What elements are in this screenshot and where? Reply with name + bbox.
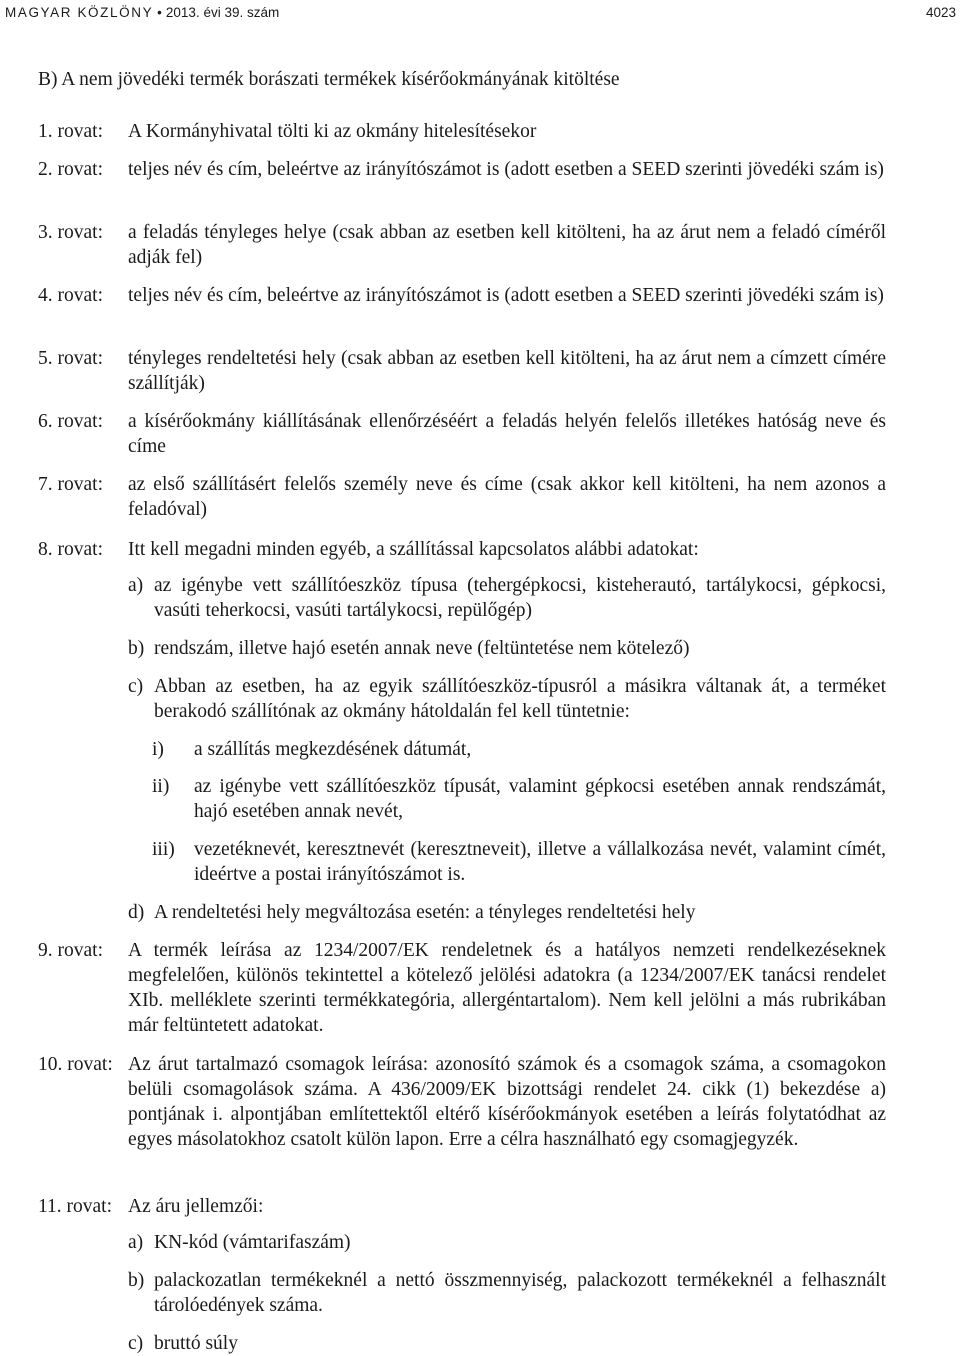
- item-label: iii): [152, 839, 175, 860]
- section-title: B) A nem jövedéki termék borászati termékek kísérőokmányának kitöltése: [38, 69, 620, 90]
- rovat-row: [38, 537, 886, 562]
- rovat-text: teljes név és cím, beleértve az irányítószámot is (adott esetben a SEED szerinti jövedéki szám is): [128, 159, 884, 180]
- rovat-label: 6. rovat:: [38, 411, 103, 432]
- rovat-label: 3. rovat:: [38, 222, 103, 243]
- item-text: vezetéknevét, keresztnevét (keresztneveit), illetve a vállalkozása nevét, valamint címét, ideértve a postai irányítószámot is.: [194, 839, 886, 885]
- publication-info: [5, 0, 279, 25]
- item-label: b): [128, 1270, 145, 1291]
- list-item: [128, 1331, 886, 1356]
- page-header: [0, 0, 960, 26]
- item-text: rendszám, illetve hajó esetén annak neve (feltüntetése nem kötelező): [154, 638, 690, 659]
- rovat-label: 1. rovat:: [38, 121, 103, 142]
- rovat-text: Az áru jellemzői:: [128, 1196, 264, 1217]
- rovat-text: A Kormányhivatal tölti ki az okmány hitelesítésekor: [128, 121, 537, 142]
- list-item: [128, 573, 886, 623]
- rovat-text: Az árut tartalmazó csomagok leírása: azonosító számok és a csomagok száma, a csomagokon belüli csomagolások száma. A 436/2009/EK bizottsági rendelet 24. cikk (1) bekezdése a) pontjának i. alpontjában említettektől eltérő kísérőokmányok esetében a leírás folytatódhat az egyes másolatokhoz csatolt külön lapon. Erre a célra használható egy csomagjegyzék.: [128, 1054, 886, 1150]
- item-text: az igénybe vett szállítóeszköz típusát, valamint gépkocsi esetében annak rendszámát, hajó esetében annak nevét,: [194, 776, 886, 822]
- list-item: [152, 774, 886, 824]
- rovat-label: 8. rovat:: [38, 539, 103, 560]
- list-item: [128, 1230, 886, 1255]
- bullet-separator: •: [157, 5, 162, 20]
- item-text: palackozatlan termékeknél a nettó összmennyiség, palackozott termékeknél a felhasznált tárolóedények száma.: [154, 1270, 886, 1316]
- item-label: i): [152, 739, 164, 760]
- rovat-text: az első szállításért felelős személy neve és címe (csak akkor kell kitölteni, ha nem azonos a feladóval): [128, 474, 886, 520]
- rovat-row: [38, 119, 886, 144]
- rovat-row: [38, 220, 886, 270]
- rovat-row: [38, 283, 886, 308]
- issue-number: 2013. évi 39. szám: [165, 5, 280, 20]
- publication-name: MAGYAR KÖZLÖNY: [5, 5, 154, 20]
- item-text: A rendeltetési hely megváltozása esetén: a tényleges rendeltetési hely: [154, 902, 696, 923]
- rovat-text: Itt kell megadni minden egyéb, a szállítással kapcsolatos alábbi adatokat:: [128, 539, 699, 560]
- rovat-label: 9. rovat:: [38, 940, 103, 961]
- rovat-label: 10. rovat:: [38, 1054, 113, 1075]
- rovat-row: [38, 1194, 886, 1219]
- rovat-label: 4. rovat:: [38, 285, 103, 306]
- list-item: [152, 837, 886, 887]
- rovat-label: 7. rovat:: [38, 474, 103, 495]
- item-label: a): [128, 575, 144, 596]
- item-label: b): [128, 638, 145, 659]
- item-label: c): [128, 676, 144, 697]
- list-item: [128, 636, 886, 661]
- rovat-text: A termék leírása az 1234/2007/EK rendeletnek és a hatályos nemzeti rendelkezéseknek megfelelően, különös tekintettel a kötelező jelölési adatokra (a 1234/2007/EK tanácsi rendelet XIb. melléklete szerinti termékkategória, allergéntartalom). Nem kell jelölni a más rubrikában már feltüntetett adatokat.: [128, 940, 886, 1036]
- rovat-row: [38, 1052, 886, 1152]
- item-text: a szállítás megkezdésének dátumát,: [194, 739, 472, 760]
- list-item: [128, 900, 886, 925]
- item-label: d): [128, 902, 145, 923]
- rovat-row: [38, 409, 886, 459]
- item-text: Abban az esetben, ha az egyik szállítóeszköz-típusról a másikra váltanak át, a terméket berakodó szállítónak az okmány hátoldalán fel kell tüntetnie:: [154, 676, 886, 722]
- item-label: a): [128, 1232, 144, 1253]
- item-label: c): [128, 1333, 144, 1354]
- page-number: 4023: [925, 5, 956, 20]
- rovat-label: 11. rovat:: [38, 1196, 113, 1217]
- rovat-label: 5. rovat:: [38, 348, 103, 369]
- rovat-label: 2. rovat:: [38, 159, 103, 180]
- list-item: [128, 674, 886, 724]
- rovat-text: a feladás tényleges helye (csak abban az esetben kell kitölteni, ha az árut nem a feladó címéről adják fel): [128, 222, 886, 268]
- rovat-text: a kísérőokmány kiállításának ellenőrzéséért a feladás helyén felelős illetékes hatóság neve és címe: [128, 411, 886, 457]
- item-text: bruttó súly: [154, 1333, 238, 1354]
- rovat-row: [38, 938, 886, 1038]
- rovat-row: [38, 346, 886, 396]
- rovat-row: [38, 472, 886, 522]
- list-item: [152, 737, 886, 762]
- rovat-text: teljes név és cím, beleértve az irányítószámot is (adott esetben a SEED szerinti jövedéki szám is): [128, 285, 884, 306]
- rovat-text: tényleges rendeltetési hely (csak abban az esetben kell kitölteni, ha az árut nem a címzett címére szállítják): [128, 348, 886, 394]
- list-item: [128, 1268, 886, 1318]
- item-label: ii): [152, 776, 170, 797]
- rovat-row: [38, 157, 886, 182]
- item-text: az igénybe vett szállítóeszköz típusa (tehergépkocsi, kisteherautó, tartálykocsi, gépkocsi, vasúti teherkocsi, vasúti tartálykocsi, repülőgép): [154, 575, 886, 621]
- item-text: KN-kód (vámtarifaszám): [154, 1232, 351, 1253]
